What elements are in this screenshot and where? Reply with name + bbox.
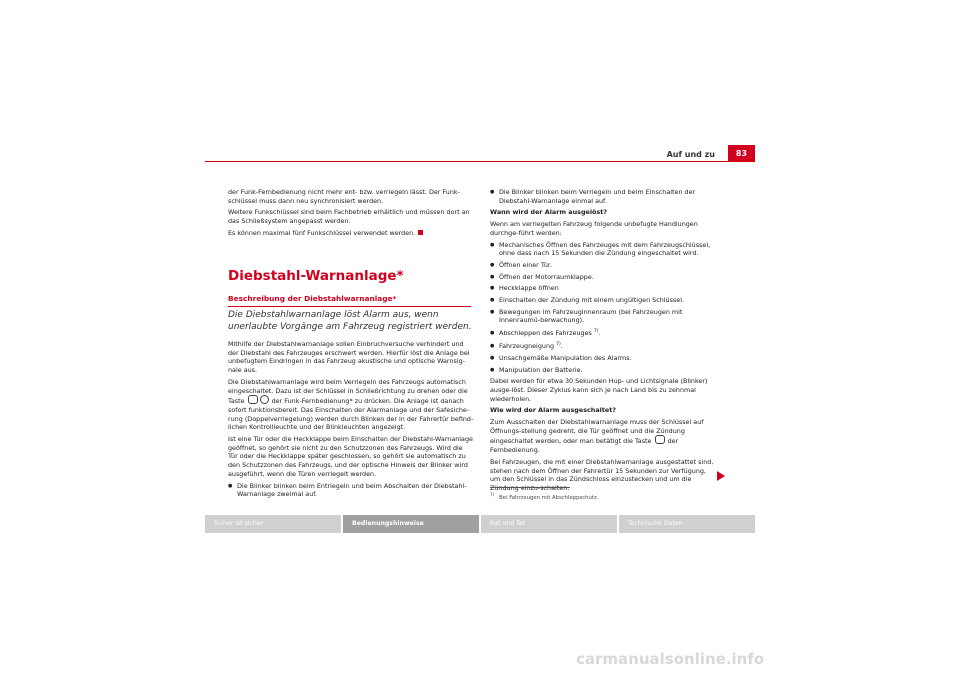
subheading-rule — [228, 306, 471, 307]
continue-arrow-icon[interactable] — [717, 471, 725, 481]
paragraph: Ist eine Tür oder die Heckklappe beim Einschalten der Diebstahl-Warnanlage geöffnet, so gehört sie nicht zu den Schutzzonen des Fahrzeugs. Wird die Tür oder die Heckklappe später geschlossen, so gehört sie automatisch zu den Schutzzonen des Fahrzeugs, und der optische Hinweis der Blinker wird ausgeführt, wenn die Türen verriegelt werden. — [228, 435, 473, 478]
list-item: ● Heckklappe öffnen — [490, 284, 718, 293]
list-item-text: Fahrzeugneigung — [499, 342, 555, 351]
list-item: ● Unsachgemäße Manipulation des Alarms. — [490, 354, 718, 363]
list-item: ● Die Blinker blinken beim Verriegeln und beim Einschalten der Diebstahl-Warnanlage einmal auf. — [490, 188, 718, 205]
footer-tab-advice[interactable]: Rat und Tat — [481, 515, 617, 533]
footnote-text: Bei Fahrzeugen mit Abschleppschutz. — [499, 494, 599, 501]
list-item-text: Abschleppen des Fahrzeuges — [499, 329, 592, 338]
list-item: ● Fahrzeugneigung $^{7)}$. — [490, 341, 718, 351]
question-heading: Wie wird der Alarm ausgeschaltet? — [490, 406, 616, 415]
list-item: ● Manipulation der Batterie. — [490, 366, 718, 375]
footnote — [490, 492, 598, 501]
list-item: ● Mechanisches Öffnen des Fahrzeuges mit dem Fahrzeugschlüssel, ohne dass nach 15 Sekunden die Zündung eingeschaltet wird. — [490, 241, 718, 258]
footer-tab-operating[interactable]: Bedienungshinweise — [343, 515, 479, 533]
lock-key-icon — [248, 395, 258, 404]
paragraph: der Funk-Fernbedienung nicht mehr ent- bzw. verriegeln lässt. Der Funk-schlüssel muss dann neu synchronisiert werden. — [228, 188, 460, 205]
section-title: Auf und zu — [666, 150, 715, 159]
list-item: ● Öffnen der Motorraumklappe. — [490, 273, 718, 282]
paragraph-text: Es können maximal fünf Funkschlüssel verwendet werden. — [228, 228, 416, 237]
list-item: ● Bewegungen im Fahrzeuginnenraum (bei Fahrzeugen mit Innenraumü-berwachung). — [490, 308, 718, 325]
list-item: ● Abschleppen des Fahrzeuges $^{7)}$. — [490, 328, 718, 338]
end-of-section-icon — [418, 230, 423, 235]
section-heading: Diebstahl-Warnanlage* — [228, 268, 404, 284]
paragraph — [490, 418, 718, 455]
subsection-heading: Beschreibung der Diebstahlwarnanlage* — [228, 294, 397, 303]
footnote-ref[interactable]: 7) — [593, 329, 599, 335]
watermark: carmanualsonline.info — [576, 650, 765, 668]
paragraph: Mithilfe der Diebstahlwarnanlage sollen Einbruchversuche verhindert und der Diebstahl des Fahrzeuges erschwert werden. Hierfür löst die Anlage bei unbefugtem Eindringen in das Fahrzeug akustische und optische Warnsig-nale aus. — [228, 340, 470, 375]
list-item: ● Einschalten der Zündung mit einem ungültigen Schlüssel. — [490, 296, 718, 305]
left-column-body — [228, 340, 474, 502]
footnote-mark: 7) — [490, 492, 495, 497]
left-column-top — [228, 188, 474, 241]
list-item: ● Die Blinker blinken beim Entriegeln und beim Abschalten der Diebstahl-Warnanlage zweimal auf. — [228, 482, 474, 499]
question-heading: Wann wird der Alarm ausgelöst? — [490, 208, 607, 217]
footnote-ref[interactable]: 7) — [556, 341, 561, 347]
paragraph: Bei Fahrzeugen, die mit einer Diebstahlwarnanlage ausgestattet sind, stehen nach dem Öffnen der Fahrertür 15 Sekunden zur Verfügung, um den Schlüssel in das Zündschloss einzustecken und um die — [490, 457, 714, 484]
footer-tab-technical[interactable]: Technische Daten — [619, 515, 755, 533]
paragraph: Weitere Funkschlüssel sind beim Fachbetrieb erhältlich und müssen dort an das Schließsystem angepasst werden. — [228, 208, 470, 226]
paragraph — [228, 378, 474, 432]
intro-text: Die Diebstahlwarnanlage löst Alarm aus, wenn unerlaubte Vorgänge am Fahrzeug registriert werden. — [228, 310, 472, 332]
paragraph: Wenn am verriegelten Fahrzeug folgende unbefugte Handlungen durchge-führt werden: — [490, 220, 698, 237]
unlock-key-icon — [655, 435, 665, 444]
paragraph-text: Die Diebstahlwarnanlage wird beim Verriegeln des Fahrzeugs automatisch eingeschaltet. Dazu ist der Schlüssel in Schließrichtung zu drehen oder die Taste — [228, 377, 468, 406]
footnote-divider — [490, 487, 570, 488]
paragraph: Dabei werden für etwa 30 Sekunden Hup- und Lichtsignale (Blinker) ausge-löst. Dieser Zyklus kann sich je nach Land bis zu zehnmal wiederholen. — [490, 377, 708, 403]
paragraph-text: Zum Ausschalten der Diebstahlwarnanlage muss der Schlüssel auf Öffnungs-stellung gedreht, die Tür geöffnet und die Zündung eingeschaltet werden, oder man betätigt die Taste — [490, 418, 704, 446]
paragraph-text: der Fernbedienung. — [490, 437, 679, 455]
key-button-icon — [260, 395, 269, 404]
page-number: 83 — [728, 145, 755, 161]
footer-tab-safety[interactable]: Sicher ist sicher — [205, 515, 341, 533]
paragraph — [228, 229, 474, 238]
header-divider — [205, 161, 755, 162]
right-column — [490, 188, 718, 496]
paragraph-text: der Funk-Fernbedienung* zu drücken. Die Anlage ist danach sofort funktionsbereit. Das Einschalten der Alarmanlage und der Safesiche-rung (Doppelverriegelung) werden durch Blinken der in der Fahrertür befind-lichen Kontrollleuchte und der Blinkleuchten angezeigt. — [228, 397, 474, 432]
list-item: ● Öffnen einer Tür. — [490, 261, 718, 270]
